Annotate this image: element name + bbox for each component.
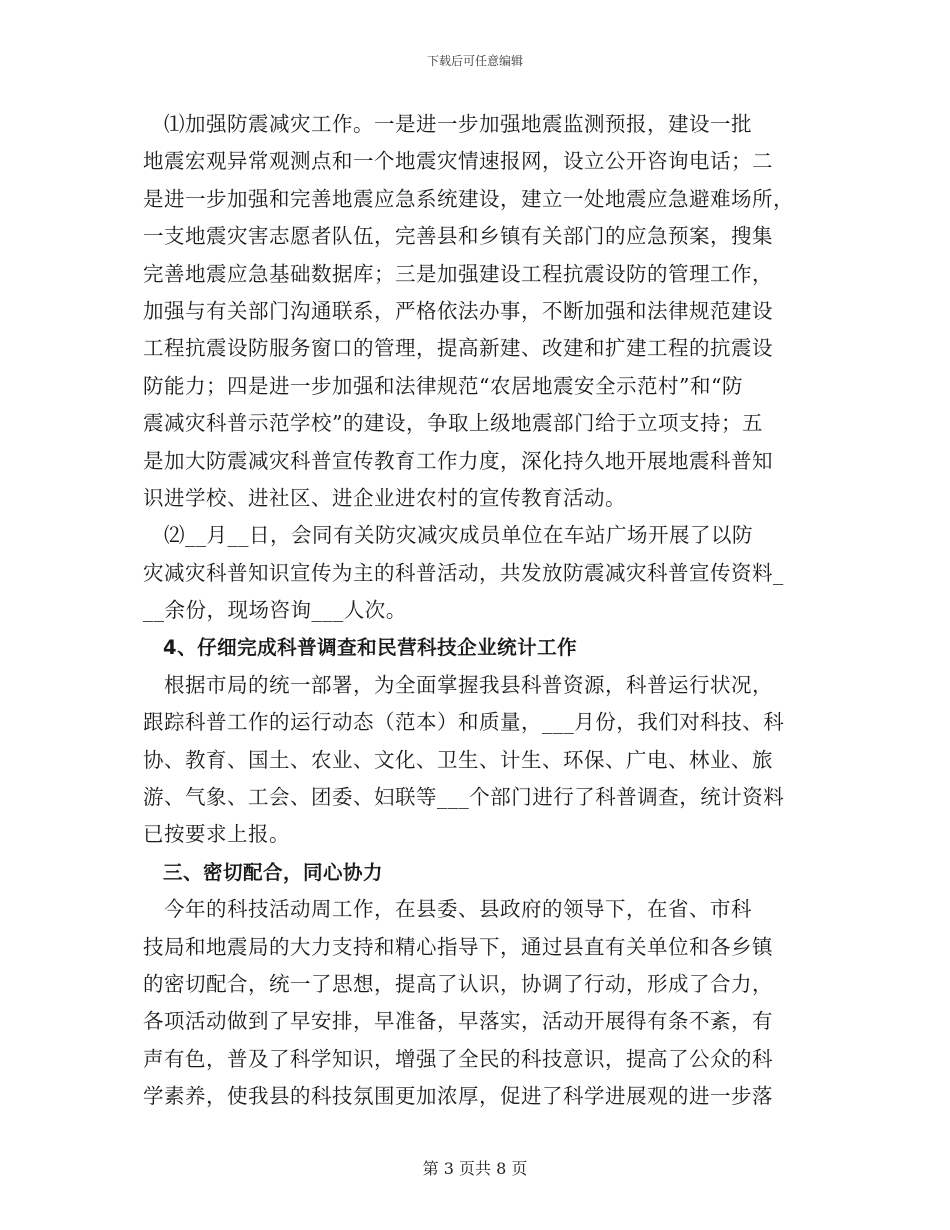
section-heading: 三、密切配合，同心协力: [143, 860, 384, 884]
text-line: 游、气象、工会、团委、妇联等___个部门进行了科普调查，统计资料: [143, 785, 785, 810]
page-header: 下载后可任意编辑: [426, 54, 523, 68]
text-line: 一支地震灾害志愿者队伍，完善县和乡镇有关部门的应急预案，搜集: [143, 224, 773, 249]
text-line: 技局和地震局的大力支持和精心指导下，通过县直有关单位和各乡镇: [143, 934, 773, 959]
text-line: 各项活动做到了早安排，早准备，早落实，活动开展得有条不紊，有: [143, 1009, 773, 1034]
text-line: 灾减灾科普知识宣传为主的科普活动，共发放防震减灾科普宣传资料_: [143, 560, 784, 585]
text-line: 协、教育、国土、农业、文化、卫生、计生、环保、广电、林业、旅: [143, 747, 773, 772]
text-line: 防能力；四是进一步加强和法律规范“农居地震安全示范村”和“防: [143, 373, 743, 398]
text-line: 学素养，使我县的科技氛围更加浓厚，促进了科学进展观的进一步落: [143, 1084, 773, 1109]
text-line: 根据市局的统一部署，为全面掌握我县科普资源，科普运行状况，: [143, 672, 773, 697]
section-heading: 4、仔细完成科普调查和民营科技企业统计工作: [143, 636, 578, 660]
text-line: ⑴加强防震减灾工作。一是进一步加强地震监测预报，建设一批: [143, 112, 752, 136]
text-line: 是加大防震减灾科普宣传教育工作力度，深化持久地开展地震科普知: [143, 448, 773, 473]
text-line: 震减灾科普示范学校”的建设，争取上级地震部门给于立项支持；五: [143, 411, 763, 436]
text-line: __余份，现场咨询___人次。: [143, 598, 407, 623]
text-line: 识进学校、进社区、进企业进农村的宣传教育活动。: [143, 485, 626, 510]
text-line: 的密切配合，统一了思想，提高了认识，协调了行动，形成了合力，: [143, 971, 773, 996]
text-line: 加强与有关部门沟通联系，严格依法办事，不断加强和法律规范建设: [143, 298, 773, 323]
text-line: 是进一步加强和完善地震应急系统建设，建立一处地震应急避难场所，: [143, 186, 794, 211]
document-body: [143, 106, 805, 1116]
page-number-footer: 第 3 页共 8 页: [422, 1159, 528, 1178]
text-line: 跟踪科普工作的运行动态（范本）和质量，___月份，我们对科技、科: [143, 710, 785, 735]
text-line: 已按要求上报。: [143, 822, 290, 847]
text-line: ⑵__月__日，会同有关防灾减灾成员单位在车站广场开展了以防: [143, 523, 753, 548]
text-line: 工程抗震设防服务窗口的管理，提高新建、改建和扩建工程的抗震设: [143, 336, 773, 361]
text-line: 今年的科技活动周工作，在县委、县政府的领导下，在省、市科: [143, 897, 752, 922]
text-line: 地震宏观异常观测点和一个地震灾情速报网，设立公开咨询电话；二: [143, 149, 773, 174]
text-line: 声有色，普及了科学知识，增强了全民的科技意识，提高了公众的科: [143, 1046, 773, 1071]
text-line: 完善地震应急基础数据库；三是加强建设工程抗震设防的管理工作，: [143, 261, 773, 286]
